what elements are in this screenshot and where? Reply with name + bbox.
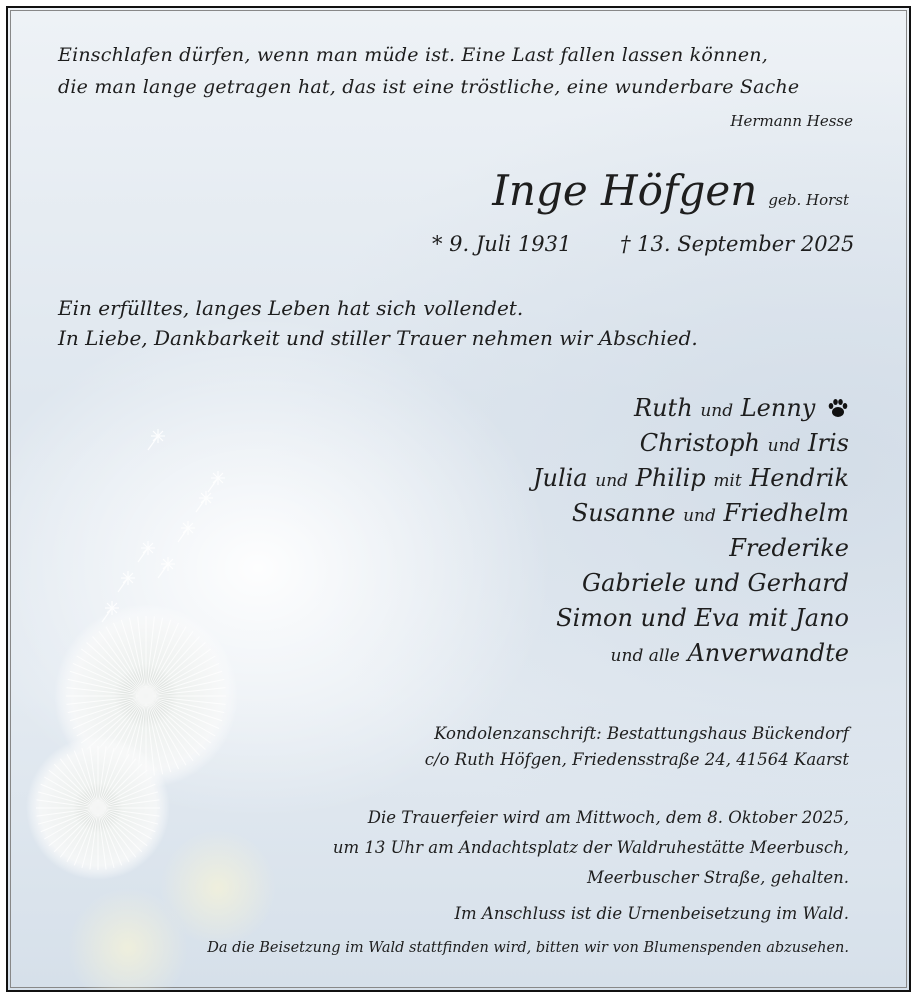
family-conjunction: mit (713, 471, 742, 491)
quote-line-1: Einschlafen dürfen, wenn man müde ist. Eine Last fallen lassen können, (58, 44, 768, 66)
family-name: Anverwandte (687, 639, 849, 667)
family-name: Iris (808, 429, 849, 457)
family-name: Christoph (639, 429, 760, 457)
condolence-line-2: c/o Ruth Höfgen, Friedensstraße 24, 41564 Kaarst (424, 750, 849, 769)
family-name: Lenny (740, 394, 816, 422)
ceremony-line-2: um 13 Uhr am Andachtsplatz der Waldruhestätte Meerbusch, (332, 838, 849, 857)
family-name: Friedhelm (723, 499, 849, 527)
family-row (611, 639, 849, 667)
family-conjunction: und (683, 506, 716, 526)
message-line-1: Ein erfülltes, langes Leben hat sich vollendet. (58, 296, 524, 320)
family-name: Gabriele und Gerhard (581, 569, 849, 597)
family-conjunction: und alle (610, 646, 680, 666)
family-name: Simon und Eva mit Jano (556, 604, 849, 632)
family-row (729, 534, 849, 562)
family-name: Ruth (634, 394, 693, 422)
birth-date: * 9. Juli 1931 (432, 232, 572, 256)
family-row (533, 464, 849, 492)
flying-seeds (102, 429, 225, 622)
paw-icon (827, 398, 849, 418)
death-date: † 13. September 2025 (620, 232, 855, 256)
family-name: Hendrik (749, 464, 849, 492)
family-name: Susanne (571, 499, 676, 527)
family-name: Julia (532, 464, 588, 492)
quote-author: Hermann Hesse (730, 112, 853, 130)
ceremony-line-3: Meerbuscher Straße, gehalten. (586, 868, 849, 887)
family-row (572, 499, 849, 527)
deceased-name: Inge Höfgen (492, 166, 758, 215)
family-conjunction: und (767, 436, 801, 456)
ceremony-line-5: Da die Beisetzung im Wald stattfinden wird, bitten wir von Blumenspenden abzusehen. (207, 940, 849, 956)
family-row (634, 394, 849, 422)
obituary-card (6, 6, 911, 992)
ceremony-line-4: Im Anschluss ist die Urnenbeisetzung im Wald. (454, 904, 849, 923)
family-conjunction: und (595, 471, 629, 491)
deceased-name-block (492, 166, 849, 215)
family-row (582, 569, 849, 597)
family-conjunction: und (700, 401, 734, 421)
family-name: Philip (635, 464, 706, 492)
family-name: Frederike (729, 534, 849, 562)
family-row (640, 429, 849, 457)
message-line-2: In Liebe, Dankbarkeit und stiller Trauer nehmen wir Abschied. (58, 326, 698, 350)
condolence-line-1: Kondolenzanschrift: Bestattungshaus Bückendorf (434, 724, 849, 743)
ceremony-line-1: Die Trauerfeier wird am Mittwoch, dem 8. Oktober 2025, (367, 808, 849, 827)
family-row (556, 604, 849, 632)
quote-line-2: die man lange getragen hat, das ist eine tröstliche, eine wunderbare Sache (58, 76, 800, 98)
dandelion-small (26, 736, 170, 880)
maiden-name: geb. Horst (768, 191, 849, 209)
